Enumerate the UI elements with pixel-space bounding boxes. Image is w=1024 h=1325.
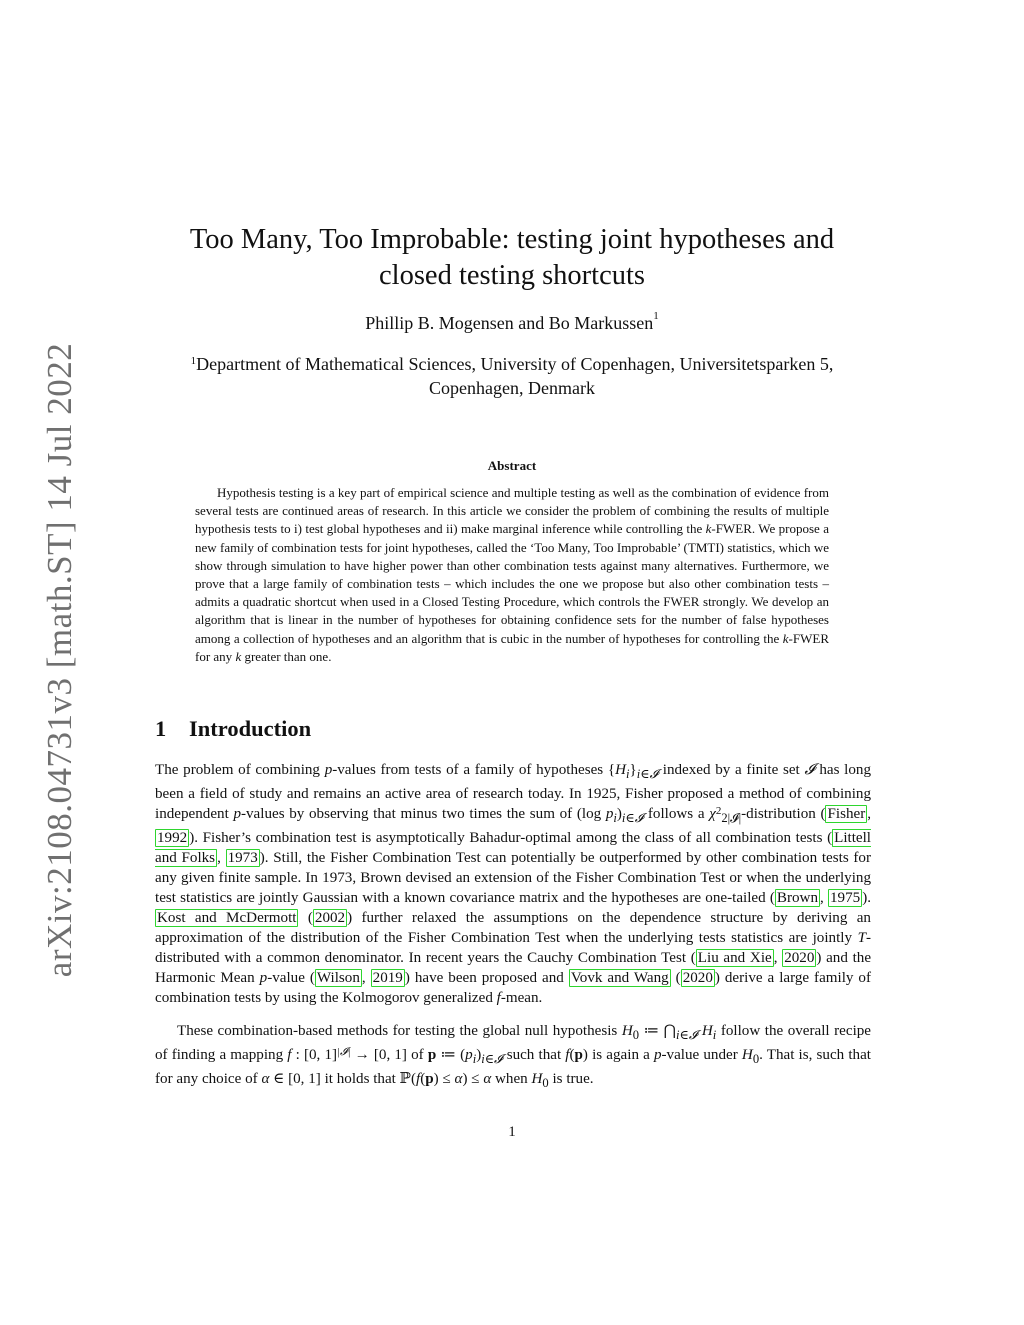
citation-link-brown-year[interactable]: 1975 [830,890,861,907]
citation-link-littell-folks[interactable]: Littell and Folks [155,830,871,867]
citation-link-vovk-wang-year[interactable]: 2020 [682,970,713,987]
arxiv-identifier-stamp: arXiv:2108.04731v3 [math.ST] 14 Jul 2022 [40,342,79,978]
citation-link-wilson-year[interactable]: 2019 [372,970,403,987]
citation-link-wilson[interactable]: Wilson [316,970,360,987]
affiliation [150,352,874,400]
title-line-2: closed testing shortcuts [379,260,645,291]
abstract-body: Hypothesis testing is a key part of empirical science and multiple testing as well as the combination of evidence from several tests are continued areas of research. In this article we consider the problem of combining the results of multiple hypothesis tests to i) test global hypotheses and ii) make marginal inference while controlling the k-FWER. We propose a new family of combination tests for joint hypotheses, called the ‘Too Many, Too Improbable’ (TMTI) statistics, which we show through simulation to have higher power than other combination tests against many alternatives. Furthermore, we prove that a large family of combination tests – which includes the one we propose but also other combination tests – admits a quadratic shortcut when used in a Closed Testing Procedure, which controls the FWER strongly. We develop an algorithm that is linear in the number of hypotheses for obtaining confidence sets for the number of false hypotheses among a collection of hypotheses and an algorithm that is cubic in the number of hypotheses for controlling the k-FWER for any k greater than one. [195,485,829,664]
citation-link-fisher-year[interactable]: 1992 [157,830,188,847]
affiliation-line-2: Copenhagen, Denmark [429,378,595,398]
citation-link-fisher[interactable]: Fisher [827,806,866,823]
citation-link-liu-xie[interactable]: Liu and Xie [697,950,772,967]
section-heading-introduction [155,716,311,742]
intro-paragraph-2: These combination-based methods for testing the global null hypothesis $H_0$ ≔ $⋂_{i\in 𝓘}$ $H_i$ follow the overall recipe of finding a mapping f : [0, 1]$^{|𝓘|}$ → [0, 1] of p ≔ $(p_i)_{i\in 𝓘}$ such that f(p) is again a p-value under $H_0$. That is, such that for any choice of α ∈ [0, 1] it holds that ℙ(f(p) ≤ α) ≤ α when $H_0$ is true. [155,1023,872,1091]
citation-link-liu-xie-year[interactable]: 2020 [784,950,815,967]
citation-link-brown[interactable]: Brown [776,890,818,907]
citation-link-vovk-wang[interactable]: Vovk and Wang [570,970,669,987]
section-title: Introduction [189,716,312,741]
title-line-1: Too Many, Too Improbable: testing joint hypotheses and [189,224,835,255]
author-affiliation-marker: 1 [653,310,659,322]
section-number: 1 [155,716,167,741]
affiliation-line-1: Department of Mathematical Sciences, University of Copenhagen, Universitetsparken 5, [196,354,834,374]
page-number: 1 [508,1124,516,1140]
author-list [150,310,874,334]
citation-link-littell-folks-year[interactable]: 1973 [227,850,258,867]
abstract-heading: Abstract [487,458,537,473]
intro-paragraph-1: The problem of combining p-values from tests of a family of hypotheses $\{H_i\}_{i\in 𝓘}$ indexed by a finite set 𝓘 has long been a field of study and remains an active area of research today. In 1925, Fisher proposed a method of combining independent p-values by observing that minus two times the sum of (log $p_i)_{i\in 𝓘}$ follows a $\chi^2_{2|𝓘|}$-distribution ( Fisher , 1992 ). Fisher’s combination test is asymptotically Bahadur-optimal among the class of all combination tests ( Littell and Folks , 1973 ). Still, the Fisher Combination Test can potentially be outperformed by other combination tests for any given finite sample. In 1973, Brown devised an extension of the Fisher Combination Test or when the underlying test statistics are jointly Gaussian with a known covariance matrix and the hypotheses are one-tailed ( Brown , 1975 ). Kost and McDermott ( 2002 ) further relaxed the assumptions on the dependence structure by deriving an approximation of the distribution of the Fisher Combination Test when the underlying tests statistics are jointly T-distributed with a common denominator. In recent years the Cauchy Combination Test ( Liu and Xie , 2020 ) and the Harmonic Mean p-value ( Wilson , 2019 ) have been proposed and Vovk and Wang ( 2020 ) derive a large family of combination tests by using the Kolmogorov generalized f-mean. [155,762,872,1007]
affiliation-marker: 1 [190,355,197,367]
citation-link-kost-mcdermott-year[interactable]: 2002 [314,910,346,927]
paper-title [150,222,874,294]
citation-link-kost-mcdermott[interactable]: Kost and McDermott [157,910,297,927]
author-names: Phillip B. Mogensen and Bo Markussen [365,313,654,333]
